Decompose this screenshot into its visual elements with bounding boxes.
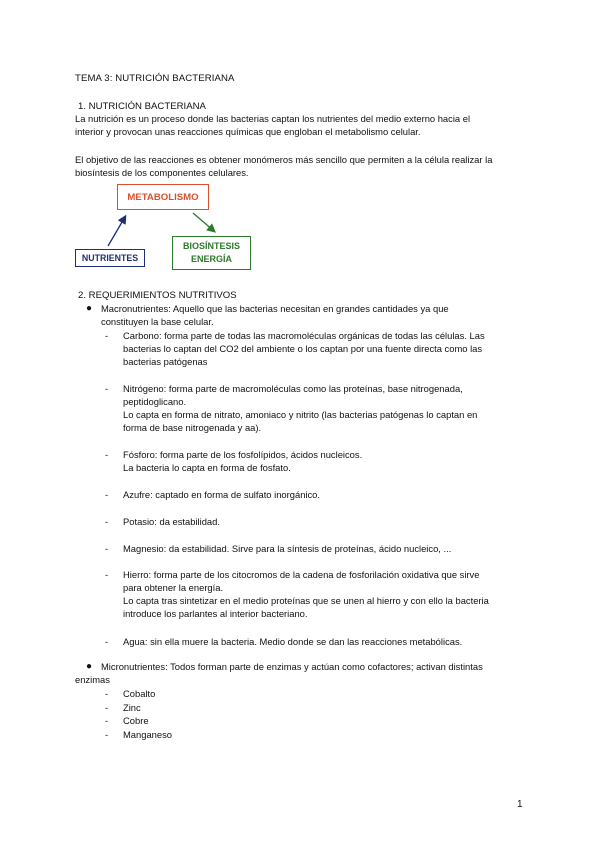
text-line: para obtener la energía. <box>123 582 224 593</box>
dash-glyph: - <box>105 330 109 341</box>
text-line: Nitrógeno: forma parte de macromoléculas como las proteínas, base nitrogenada, <box>123 383 463 394</box>
item-potasio <box>123 515 525 528</box>
item-agua <box>123 635 525 648</box>
text-line: forma de base nitrogenada y aa). <box>123 422 262 433</box>
text-line: bacterias patógenas <box>123 356 208 367</box>
text-line: Micronutrientes: Todos forman parte de enzimas y actúan como cofactores; activan distintas <box>101 661 483 672</box>
micro-item-zinc: Zinc <box>123 702 141 713</box>
page-number: 1 <box>517 799 523 810</box>
text-line: Lo capta tras sintetizar en el medio proteínas que se unen al hierro y con ello la bacteria <box>123 595 489 606</box>
dash-glyph: - <box>105 569 109 580</box>
energia-label: ENERGÍA <box>190 254 232 264</box>
dash-glyph: - <box>105 636 109 647</box>
dash-glyph: - <box>105 516 109 527</box>
dash-glyph: - <box>105 489 109 500</box>
section-1-heading: 1. NUTRICIÓN BACTERIANA <box>78 101 206 112</box>
item-carbono <box>123 329 525 368</box>
micro-item-manganeso: Manganeso <box>123 729 172 740</box>
text-line: Lo capta en forma de nitrato, amoniaco y nitrito (las bacterias patógenas lo captan en <box>123 409 478 420</box>
text-line: La nutrición es un proceso donde las bacterias captan los nutrientes del medio externo hacia el <box>75 113 471 124</box>
text-line: bacterias lo captan del CO2 del ambiente o los captan por una fuente directa como las <box>123 343 483 354</box>
item-azufre <box>123 488 525 501</box>
dash-glyph: - <box>105 702 109 713</box>
dash-glyph: - <box>105 729 109 740</box>
micronutrientes-text <box>101 660 525 673</box>
dash-glyph: - <box>105 449 109 460</box>
dash-glyph: - <box>105 715 109 726</box>
micro-item-cobalto: Cobalto <box>123 688 156 699</box>
dash-glyph: - <box>105 543 109 554</box>
micronutrientes-text-cont: enzimas <box>75 674 110 685</box>
biosintesis-label: BIOSÍNTESIS <box>182 241 240 251</box>
section-2-heading: 2. REQUERIMIENTOS NUTRITIVOS <box>78 290 237 301</box>
page-title: TEMA 3: NUTRICIÓN BACTERIANA <box>75 73 235 84</box>
arrow-nutrientes-to-metabolismo <box>108 217 125 246</box>
bullet-glyph: ● <box>86 661 93 672</box>
text-line: El objetivo de las reacciones es obtener monómeros más sencillo que permiten a la célula realizar la <box>75 154 493 165</box>
text-line: Azufre: captado en forma de sulfato inorgánico. <box>123 489 320 500</box>
text-line: Agua: sin ella muere la bacteria. Medio donde se dan las reacciones metabólicas. <box>123 636 463 647</box>
bullet-glyph: ● <box>86 303 93 314</box>
text-line: Fósforo: forma parte de los fosfolípidos, ácidos nucleicos. <box>123 449 363 460</box>
text-line: Carbono: forma parte de todas las macromoléculas orgánicas de todas las células. Las <box>123 330 485 341</box>
arrow-metabolismo-to-biosintesis <box>193 213 214 231</box>
text-line: introduce los parlantes al interior bacteriano. <box>123 608 308 619</box>
text-line: biosíntesis de los componentes celulares. <box>75 167 249 178</box>
text-line: Macronutrientes: Aquello que las bacterias necesitan en grandes cantidades ya que <box>101 303 449 314</box>
text-line: Potasio: da estabilidad. <box>123 516 220 527</box>
text-line: Magnesio: da estabilidad. Sirve para la síntesis de proteínas, ácido nucleico, ... <box>123 543 452 554</box>
text-line: constituyen la base celular. <box>101 316 214 327</box>
text-line: peptidoglicano. <box>123 396 187 407</box>
item-hierro <box>123 568 525 620</box>
macronutrientes-text <box>101 302 525 328</box>
micro-item-cobre: Cobre <box>123 715 149 726</box>
text-line: Hierro: forma parte de los citocromos de la cadena de fosforilación oxidativa que sirve <box>123 569 480 580</box>
dash-glyph: - <box>105 688 109 699</box>
metabolismo-box: METABOLISMO <box>117 184 209 210</box>
text-line: interior y provocan unas reacciones químicas que engloban el metabolismo celular. <box>75 126 421 137</box>
nutrientes-box: NUTRIENTES <box>75 249 145 267</box>
dash-glyph: - <box>105 383 109 394</box>
item-magnesio <box>123 542 525 555</box>
item-nitrogeno <box>123 382 525 434</box>
text-line: La bacteria lo capta en forma de fosfato. <box>123 462 291 473</box>
item-fosforo <box>123 448 525 474</box>
diagram-arrows <box>0 0 600 300</box>
